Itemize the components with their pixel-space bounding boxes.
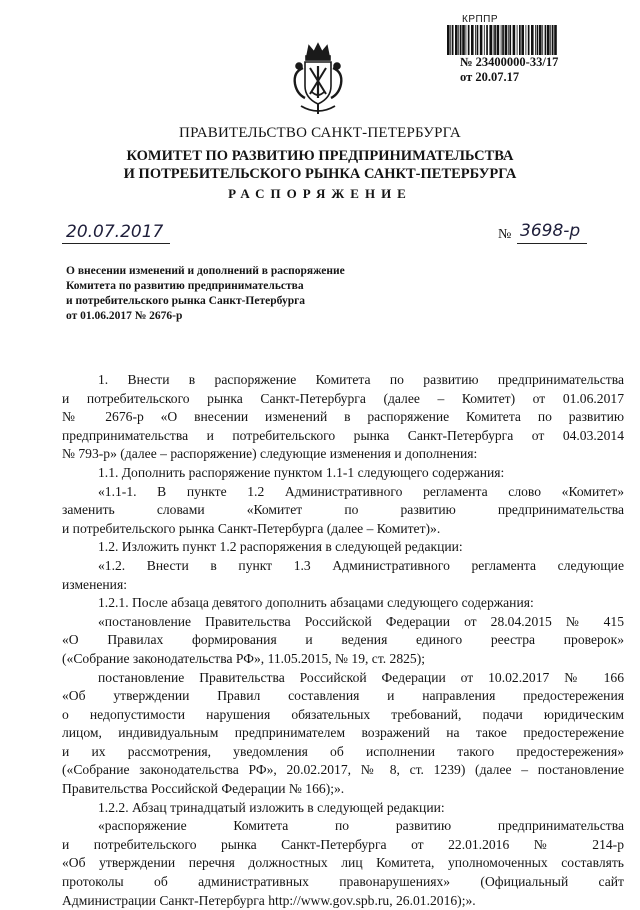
body-line: Администрации Санкт-Петербурга http://www.gov.spb.ru, 26.01.2016);». (62, 892, 476, 908)
body-line: 1.2. Изложить пункт 1.2 распоряжения в следующей редакции: (98, 539, 463, 555)
barcode (447, 25, 557, 55)
body-line: «Об утверждении Правил составления и направления предостережения (62, 688, 624, 704)
subject-line: от 01.06.2017 № 2676-р (66, 310, 183, 322)
subject-line: Комитета по развитию предпринимательства (66, 280, 304, 292)
body-line: и потребительского рынка Санкт-Петербурга от 22.01.2016 № 214-р (62, 836, 624, 852)
body-line: «распоряжение Комитета по развитию предпринимательства (98, 818, 624, 834)
order-number-sign: № (498, 227, 512, 242)
body-line: «1.1-1. В пункте 1.2 Административного регламента слово «Комитет» (98, 483, 624, 499)
body-line: Правительства Российской Федерации № 166);». (62, 781, 345, 797)
order-date: 20.07.2017 (66, 222, 164, 242)
body-line: и потребительского рынка Санкт-Петербурга (далее – Комитет) от 01.06.2017 (62, 390, 624, 406)
registration-label: КРППР (462, 14, 499, 25)
body-line: постановление Правительства Российской Федерации от 10.02.2017 № 166 (98, 669, 624, 685)
body-line: («Собрание законодательства РФ», 11.05.2015, № 19, ст. 2825); (62, 650, 426, 666)
date-underline (62, 243, 170, 244)
body-line: изменения: (62, 576, 127, 592)
body-line: 1. Внести в распоряжение Комитета по развитию предпринимательства (98, 372, 624, 387)
body-line: «1.2. Внести в пункт 1.3 Административного регламента следующие (98, 557, 624, 573)
body-line: предпринимательства и потребительского рынка Санкт-Петербурга от 04.03.2014 (62, 427, 624, 443)
order-number: 3698-р (520, 221, 581, 241)
body-line: 1.2.2. Абзац тринадцатый изложить в следующей редакции: (98, 799, 445, 815)
order-subject (66, 264, 406, 324)
registration-number: № 23400000-33/17 (460, 55, 559, 69)
body-line: («Собрание законодательства РФ», 20.02.2017, № 8, ст. 1239) (далее – постановление (62, 762, 624, 778)
body-line: 1.2.1. После абзаца девятого дополнить абзацами следующего содержания: (98, 595, 534, 611)
body-line: «постановление Правительства Российской Федерации от 28.04.2015 № 415 (98, 613, 624, 629)
body-line: о недопустимости нарушения обязательных требований, подачи юридическим (62, 706, 624, 722)
body-line: и потребительского рынка Санкт-Петербурга (далее – Комитет)». (62, 520, 441, 536)
committee-title-line1: КОМИТЕТ ПО РАЗВИТИЮ ПРЕДПРИНИМАТЕЛЬСТВА (126, 148, 514, 164)
number-underline (517, 243, 587, 244)
government-title: ПРАВИТЕЛЬСТВО САНКТ-ПЕТЕРБУРГА (179, 125, 461, 141)
body-line: № 2676-р «О внесении изменений в распоряжение Комитета по развитию (62, 409, 624, 425)
document-type: РАСПОРЯЖЕНИЕ (228, 186, 412, 201)
coat-of-arms-icon (285, 42, 351, 118)
body-line: лицом, индивидуальным предпринимателем возражений на такое предостережение (62, 725, 624, 741)
body-line: и их рассмотрения, уведомления об исполнении такого предостережения» (62, 743, 624, 759)
committee-title-line2: И ПОТРЕБИТЕЛЬСКОГО РЫНКА САНКТ-ПЕТЕРБУРГА (123, 166, 517, 182)
body-line: заменить словами «Комитет по развитию предпринимательства (62, 502, 624, 518)
body-line: № 793-р» (далее – распоряжение) следующие изменения и дополнения: (62, 446, 478, 462)
registration-date: от 20.07.17 (460, 70, 520, 84)
subject-line: и потребительского рынка Санкт-Петербурга (66, 295, 306, 307)
body-line: «Об утверждении перечня должностных лиц Комитета, уполномоченных составлять (62, 855, 624, 871)
body-line: 1.1. Дополнить распоряжение пунктом 1.1-1 следующего содержания: (98, 464, 505, 480)
body-line: «О Правилах формирования и ведения единого реестра проверок» (62, 632, 624, 648)
document-body (62, 371, 624, 910)
body-line: протоколы об административных правонарушениях» (Официальный сайт (62, 874, 624, 890)
subject-line: О внесении изменений и дополнений в распоряжение (66, 265, 345, 277)
